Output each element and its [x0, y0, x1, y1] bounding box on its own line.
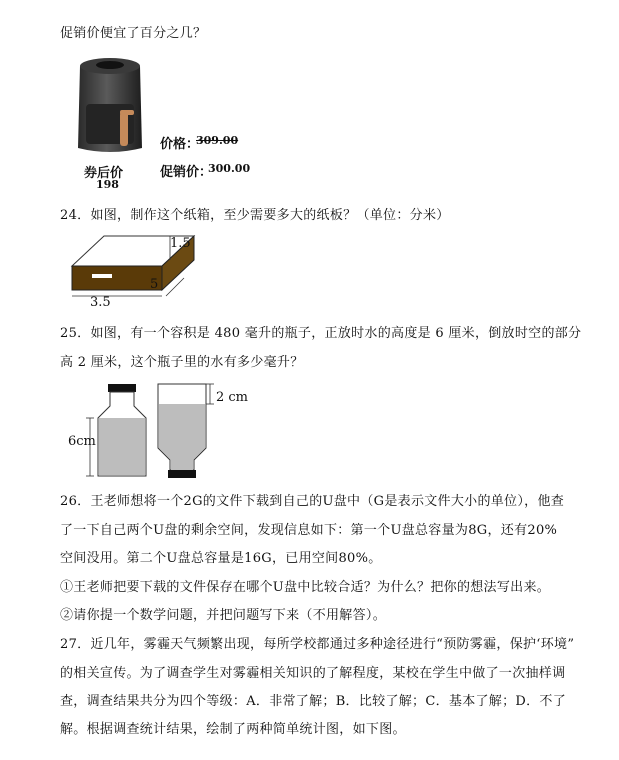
- q27-line3: 查，调查结果共分为四个等级：A．非常了解；B．比较了解；C．基本了解；D．不了: [60, 694, 567, 709]
- q25-line1: 25．如图，有一个容积是 480 毫升的瓶子，正放时水的高度是 6 厘米，倒放时空的部分: [60, 326, 582, 341]
- coupon-value: 198: [96, 178, 119, 191]
- price-label: 价格：: [160, 137, 200, 152]
- promo-value: 300.00: [208, 162, 251, 175]
- air-fryer-image: [70, 52, 150, 162]
- water-height-label: 6cm: [68, 434, 96, 449]
- q26-line5: ②请你提一个数学问题，并把问题写下来（不用解答）。: [60, 608, 387, 623]
- q25-line2: 高 2 厘米，这个瓶子里的水有多少毫升？: [60, 355, 304, 370]
- promo-label: 促销价：: [160, 165, 213, 180]
- q27-line1: 27．近几年，雾霾天气频繁出现，每所学校都通过多种途径进行“预防雾霾，保护‘环境”: [60, 637, 575, 652]
- q26-line4: ①王老师把要下载的文件保存在哪个U盘中比较合适？为什么？把你的想法写出来。: [60, 580, 551, 595]
- box-length-label: 3.5: [90, 295, 111, 310]
- price-value: 309.00: [196, 134, 239, 147]
- box-width-label: 5: [150, 277, 159, 292]
- q27-line2: 的相关宣传。为了调查学生对雾霾相关知识的了解程度，某校在学生中做了一次抽样调: [60, 666, 566, 681]
- q26-line3: 空间没用。第二个U盘总容量是16G，已用空间80%。: [60, 551, 382, 566]
- empty-height-label: 2 cm: [216, 390, 249, 405]
- box-height-label: 1.5: [170, 236, 191, 251]
- coupon-label: 券后价: [84, 166, 124, 181]
- q24-text: 24．如图，制作这个纸箱，至少需要多大的纸板？（单位：分米）: [60, 208, 450, 223]
- q26-line2: 了一下自己两个U盘的剩余空间，发现信息如下：第一个U盘总容量为8G，还有20%: [60, 523, 558, 538]
- q26-line1: 26．王老师想将一个2G的文件下载到自己的U盘中（G是表示文件大小的单位），他查: [60, 494, 565, 509]
- q27-line4: 解。根据调查统计结果，绘制了两种简单统计图，如下图。: [60, 722, 406, 737]
- q23-text: 促销价便宜了百分之几？: [60, 26, 207, 41]
